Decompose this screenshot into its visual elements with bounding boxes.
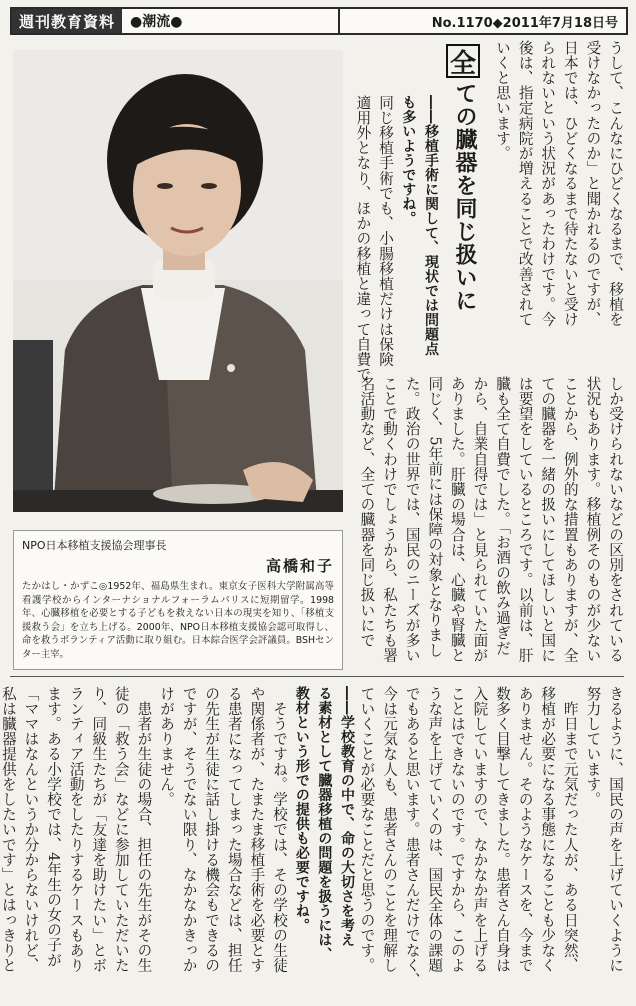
heading-initial: 全 [449,48,476,79]
body-text-top-middle: 同じ移植手術でも、小腸移植だけは保険 適用外となり、ほかの移植と違って自費で [354,95,394,382]
heading-initial-box [446,44,480,78]
caption-name: 高橋和子 [265,557,334,575]
section-heading-1 [444,40,484,340]
issue-info: No.1170◆2011年7月18日号 [431,15,618,31]
interviewee-photo [13,50,343,512]
caption-bio: たかはし・かずこ◎1952年、福島県生まれ。東京女子医科大学附属高等看護学校からインターナショナルフォーラムパリスに短期留学。1998年、心臓移植を必要とする子どもを救えない日本の現実を知り、「移植支援救う会」を立ち上げる。2000年、NPO日本移植支援協会認可取得し、命を救うボランティア活動に取り組む。日本綜合医学会評議員。BSHセンター主宰。 [22,581,334,660]
body-text-bottom-right: きるように、国民の声を上げていくように 努力しています。 昨日まで元気だった人が、ある日突然、 移植が必要になる事態になることも少なく ありません。そのようなケースを、今まで 数多く目撃してきました。患者さん自身は 入院していますので、なかなか声を上げる ことはできないのです。ですから、このよ うな声を上げていくのは、国民全体の課題 でもあると思います。患者さんだけでなく、 今は元気な人も、患者さんのことを理解し ていくことが必要なことだと思うのです。 [358,686,624,988]
portrait-illustration [13,50,343,512]
publication-title: 週刊教育資料 [12,9,122,33]
heading-text: ての臓器を同じ扱いに [452,82,477,312]
column-name: ●潮流● [122,9,340,33]
profile-caption [13,530,343,670]
question-2: ――学校教育の中で、命の大切さを考え る素材として臓器移植の問題を扱うには、 教材という形での提供も必要ですね。 [293,686,355,962]
masthead-bar [10,7,628,35]
body-text-top-right: うして、こんなにひどくなるまで、移植を 受けなかったのか」と聞かれるのですが、 日本では、ひどくなるまで待たないと受け られないという状況があったわけです。今 後は、指定病院が増えることで改善されて いくと思います。 [494,40,624,327]
question-1: ――移植手術に関して、現状では問題点 も多いようですね。 [400,95,439,356]
body-text-middle: しか受けられないなどの区別をされている 状況もあります。移植例そのものが少ない ことから、例外的な措置もありますが、全 ての臓器を一緒の扱いにしてほしいと国に は要望をしているところです。以前は、肝 臓も全て自費でした。「お酒の飲み過ぎだ から、自業自得では」と見られていた面が ありました。肝臓の場合は、心臓や腎臓と 同じく、5年前には保障の対象となりまし た。政治の世界では、国民のニーズが多い ことで動くわけでしょうから、私たちも署 名活動など、全ての臓器を同じ扱いにで [358,376,624,663]
caption-role: NPO日本移植支援協会理事長 [22,539,167,552]
body-text-bottom-left: そうですね。学校では、その学校の生徒 や関係者が、たまたま移植手術を必要とす る患者になってしまった場合などは、担任 の先生が生徒に話し掛ける機会もできるの ですが、そうでない限り、なかなかきっか けがありません。 患者が生徒の場合、担任の先生がその生 徒の「救う会」などに参加していただいた り、同級生たちが「友達を助けたい」とボ ランティア活動をしたりするケースもあり ます。ある小学校では、4年生の女の子が 「ママはなんというか分からないけれど、 私は臓器提供をしたいです」とはっきりと [0,686,288,973]
section-divider [10,676,624,677]
